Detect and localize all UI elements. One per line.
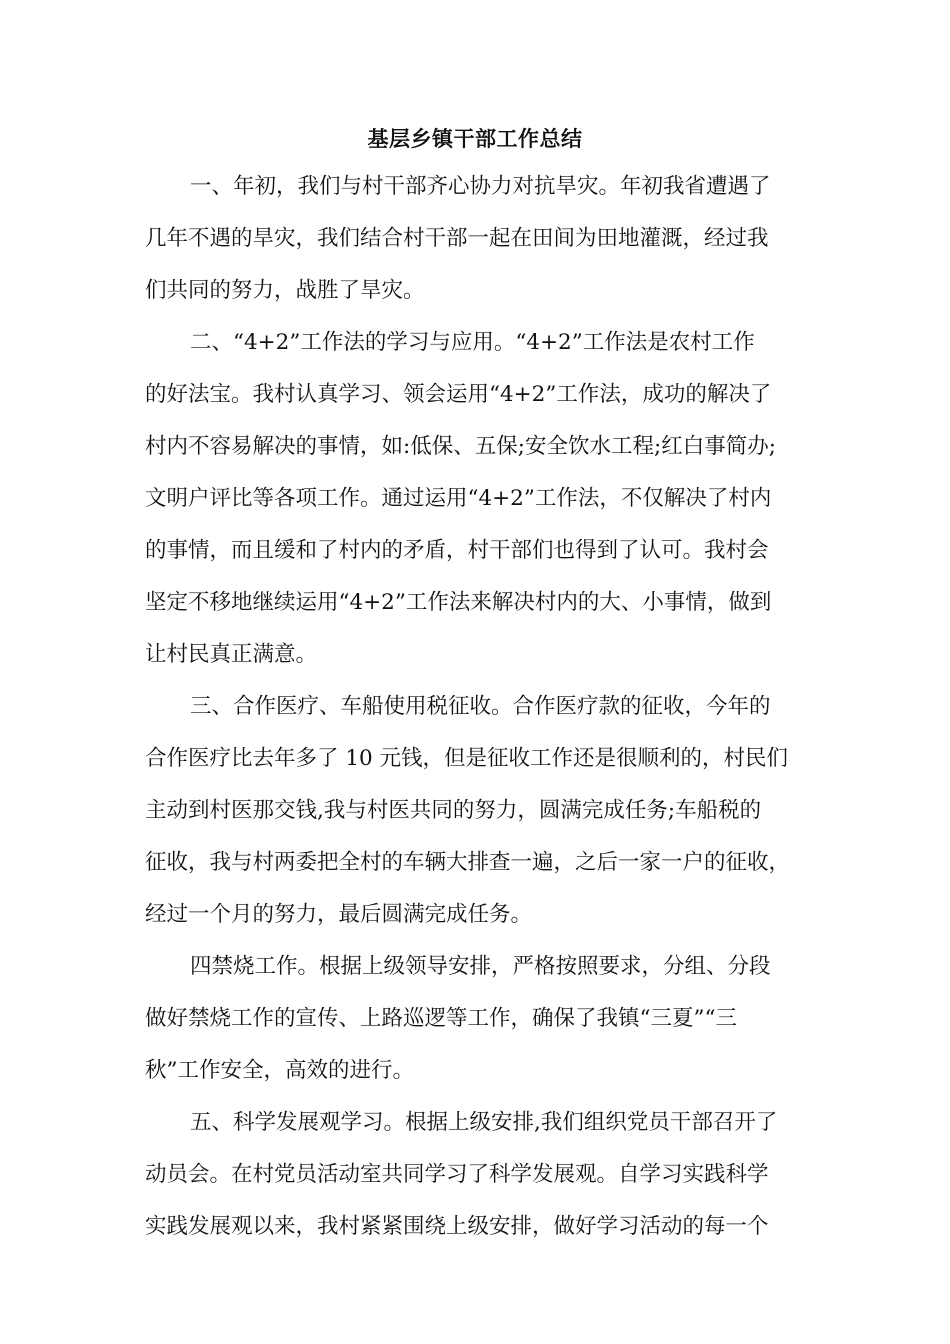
paragraph-5-line-2: 动员会。在村党员活动室共同学习了科学发展观。自学习实践科学: [145, 1162, 769, 1187]
paragraph-1-line-3: 们共同的努力，战胜了旱灾。: [145, 278, 425, 303]
paragraph-2-line-6: 坚定不移地继续运用“4+2”工作法来解决村内的大、小事情，做到: [145, 590, 772, 615]
paragraph-2-line-2: 的好法宝。我村认真学习、领会运用“4+2”工作法，成功的解决了: [145, 382, 772, 407]
paragraph-3-line-5: 经过一个月的努力，最后圆满完成任务。: [145, 902, 533, 927]
paragraph-3-line-1: 三、合作医疗、车船使用税征收。合作医疗款的征收，今年的: [190, 694, 771, 719]
paragraph-2-line-3: 村内不容易解决的事情，如:低保、五保;安全饮水工程;红白事简办;: [145, 434, 776, 459]
paragraph-4-line-3: 秋”工作安全，高效的进行。: [145, 1058, 414, 1083]
paragraph-3-line-3: 主动到村医那交钱,我与村医共同的努力，圆满完成任务;车船税的: [145, 798, 762, 823]
paragraph-5-line-3: 实践发展观以来，我村紧紧围绕上级安排，做好学习活动的每一个: [145, 1214, 769, 1239]
paragraph-4-line-2: 做好禁烧工作的宣传、上路巡逻等工作，确保了我镇“三夏”“三: [145, 1006, 737, 1031]
paragraph-2-line-5: 的事情，而且缓和了村内的矛盾，村干部们也得到了认可。我村会: [145, 538, 769, 563]
document-title: 基层乡镇干部工作总结: [367, 127, 583, 151]
paragraph-4-line-1: 四禁烧工作。根据上级领导安排，严格按照要求，分组、分段: [190, 954, 771, 979]
paragraph-5-line-1: 五、科学发展观学习。根据上级安排,我们组织党员干部召开了: [190, 1110, 778, 1135]
paragraph-3-line-2: 合作医疗比去年多了 10 元钱，但是征收工作还是很顺利的，村民们: [145, 746, 789, 771]
paragraph-1-line-2: 几年不遇的旱灾，我们结合村干部一起在田间为田地灌溉，经过我: [145, 226, 769, 251]
paragraph-2-line-7: 让村民真正满意。: [145, 642, 318, 667]
paragraph-2-line-4: 文明户评比等各项工作。通过运用“4+2”工作法，不仅解决了村内: [145, 486, 772, 511]
paragraph-1-line-1: 一、年初，我们与村干部齐心协力对抗旱灾。年初我省遭遇了: [190, 174, 771, 199]
paragraph-2-line-1: 二、“4+2”工作法的学习与应用。“4+2”工作法是农村工作: [190, 330, 755, 355]
paragraph-3-line-4: 征收，我与村两委把全村的车辆大排查一遍，之后一家一户的征收，: [145, 850, 791, 875]
